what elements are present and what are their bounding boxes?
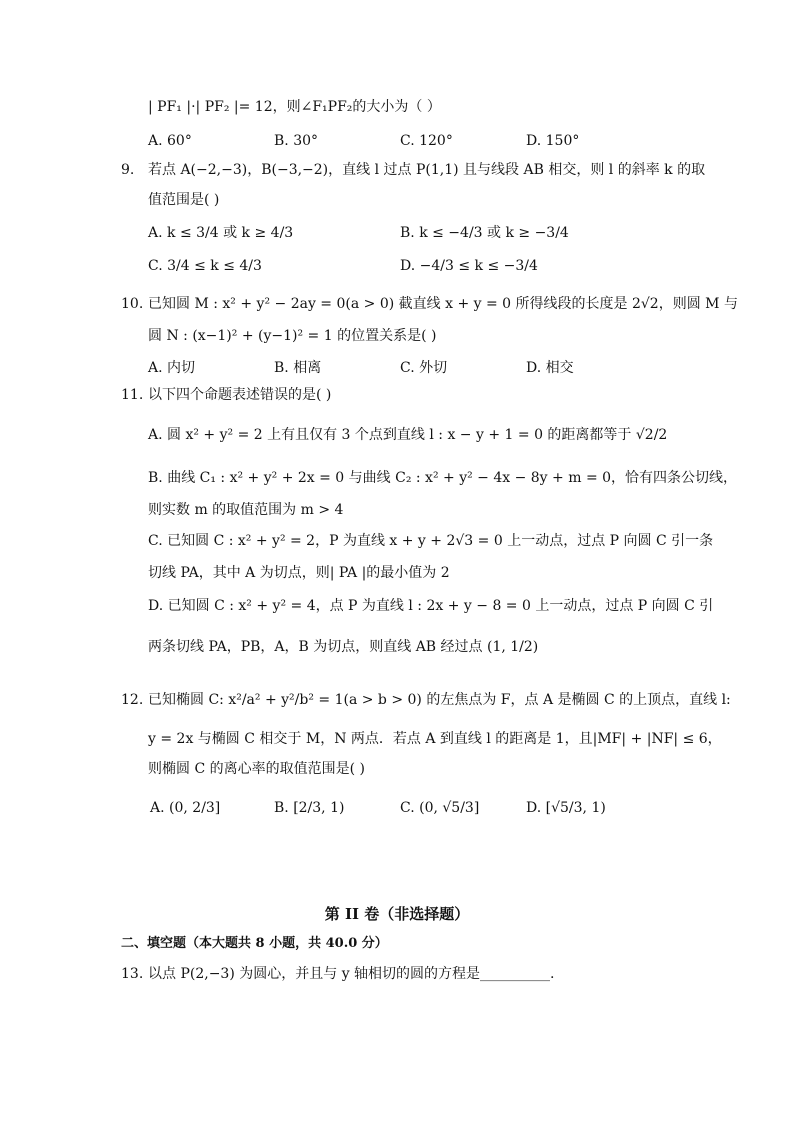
q9-option-a: A. k ≤ 3/4 或 k ≥ 4/3 [148,225,294,241]
q12-stem-line1: 已知椭圆 C: x²/a² + y²/b² = 1(a > b > 0) 的左焦点为 F，点 A 是椭圆 C 的上顶点，直线 l: [148,692,731,708]
q10-option-a: A. 内切 [148,360,196,376]
q10-stem-line1: 已知圆 M : x² + y² − 2ay = 0(a > 0) 截直线 x + y = 0 所得线段的长度是 2√2，则圆 M 与 [148,296,738,312]
q13-stem: 以点 P(2,−3) 为圆心，并且与 y 轴相切的圆的方程是__________. [148,966,555,982]
q8-option-c: C. 120° [400,133,453,149]
q10-option-c: C. 外切 [400,360,448,376]
q8-stem: | PF₁ |·| PF₂ |= 12，则∠F₁PF₂的大小为（ ） [148,99,441,115]
q10-option-b: B. 相离 [274,360,322,376]
q9-stem-line1: 若点 A(−2,−3)，B(−3,−2)，直线 l 过点 P(1,1) 且与线段 AB 相交，则 l 的斜率 k 的取 [148,162,706,178]
q11-option-d-line1: D. 已知圆 C : x² + y² = 4，点 P 为直线 l : 2x + y − 8 = 0 上一动点，过点 P 向圆 C 引 [148,598,714,614]
q9-option-b: B. k ≤ −4/3 或 k ≥ −3/4 [400,225,569,241]
q12-option-b: B. [2/3, 1) [274,800,345,816]
q12-stem-line2: y = 2x 与椭圆 C 相交于 M，N 两点．若点 A 到直线 l 的距离是 1，且|MF| + |NF| ≤ 6， [148,731,722,747]
section-title: 第 II 卷（非选择题） [324,905,470,923]
q10-option-d: D. 相交 [526,360,574,376]
q10-stem-line2: 圆 N : (x−1)² + (y−1)² = 1 的位置关系是( ) [148,328,437,344]
q12-number: 12. [121,692,144,708]
q11-option-b-line2: 则实数 m 的取值范围为 m > 4 [148,502,344,518]
q8-option-a: A. 60° [148,133,192,149]
q9-option-d: D. −4/3 ≤ k ≤ −3/4 [400,258,538,274]
q11-option-b-line1: B. 曲线 C₁ : x² + y² + 2x = 0 与曲线 C₂ : x² + y² − 4x − 8y + m = 0，恰有四条公切线， [148,470,738,486]
q9-option-c: C. 3/4 ≤ k ≤ 4/3 [148,258,262,274]
q12-option-a: A. (0, 2/3] [150,800,221,816]
q12-stem-line3: 则椭圆 C 的离心率的取值范围是( ) [148,761,365,777]
q8-option-d: D. 150° [526,133,580,149]
q9-stem-line2: 值范围是( ) [148,192,220,208]
q11-option-d-line2: 两条切线 PA，PB，A，B 为切点，则直线 AB 经过点 (1, 1/2) [148,639,539,655]
q8-option-b: B. 30° [274,133,319,149]
q13-number: 13. [121,966,144,982]
q11-number: 11. [121,387,144,403]
q11-option-c-line2: 切线 PA，其中 A 为切点，则| PA |的最小值为 2 [148,565,450,581]
q10-number: 10. [121,296,144,312]
q9-number: 9. [121,162,135,178]
q12-option-c: C. (0, √5/3] [400,800,480,816]
q11-stem: 以下四个命题表述错误的是( ) [148,387,332,403]
q12-option-d: D. [√5/3, 1) [526,800,606,816]
q11-option-a: A. 圆 x² + y² = 2 上有且仅有 3 个点到直线 l : x − y + 1 = 0 的距离都等于 √2/2 [148,427,668,443]
section-heading: 二、填空题（本大题共 8 小题，共 40.0 分） [121,936,388,951]
q11-option-c-line1: C. 已知圆 C : x² + y² = 2，P 为直线 x + y + 2√3 = 0 上一动点，过点 P 向圆 C 引一条 [148,533,714,549]
